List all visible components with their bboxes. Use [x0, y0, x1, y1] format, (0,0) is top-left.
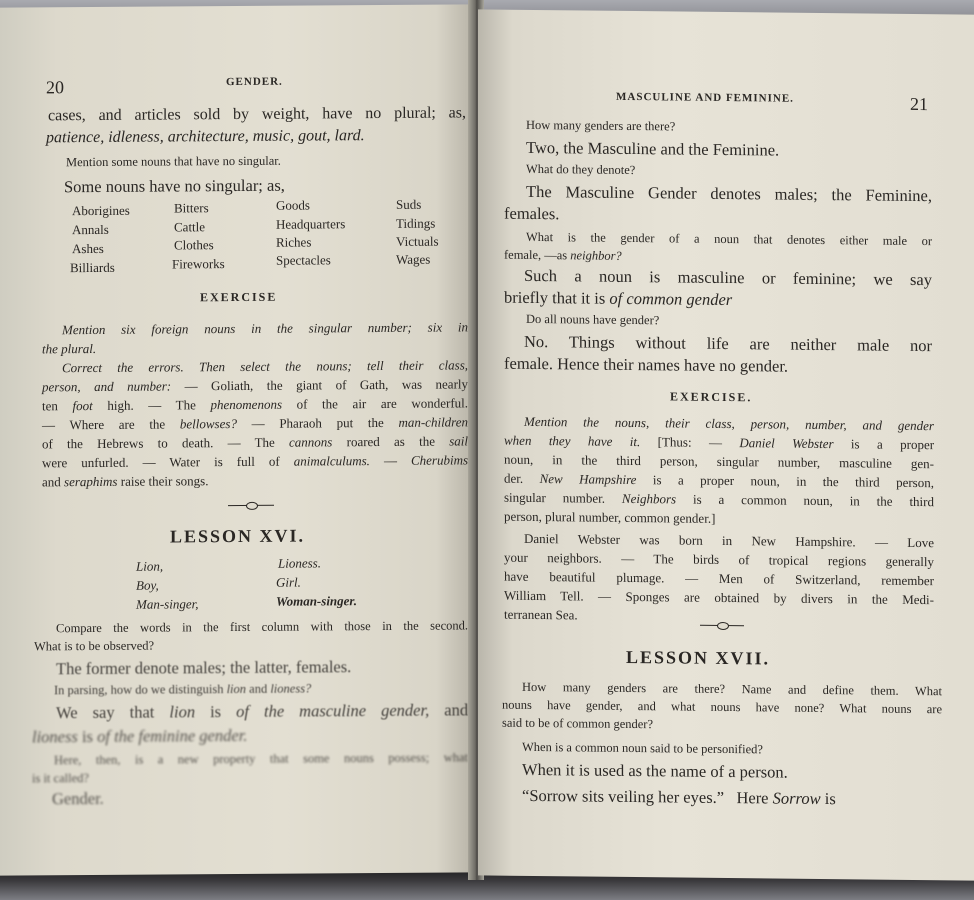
question: What do they denote? [526, 161, 636, 178]
pair-word: Girl. [276, 574, 301, 590]
answer: females. [504, 203, 560, 224]
answer: We say that lion is of the masculine gender, and [56, 700, 469, 723]
word: Headquarters [276, 216, 346, 232]
word: Ashes [72, 240, 104, 257]
text-line: ten foot high. — The phenomenons of the air are wonderful. [42, 395, 469, 414]
word: Billiards [70, 259, 115, 276]
question: When is a common noun said to be personified? [522, 739, 763, 757]
text-line: person, and number: — Goliath, the giant of Gath, was nearly [42, 376, 469, 395]
left-page [0, 4, 474, 875]
word: Aborigines [72, 202, 130, 219]
review-question: How many genders are there? Name and define them. What [522, 679, 942, 699]
review-question: said to be of common gender? [502, 715, 653, 732]
text-line: Mention the nouns, their class, person, number, and gender [524, 413, 934, 434]
text-line: patience, idleness, architecture, music, gout, lard. [46, 127, 365, 147]
page-number: 20 [46, 77, 64, 98]
answer: briefly that it is of common gender [504, 287, 733, 310]
word: Fireworks [172, 256, 225, 272]
pair-word: Lioness. [278, 555, 321, 571]
exercise-heading: EXERCISE [200, 289, 278, 305]
word: Cattle [174, 219, 206, 235]
pair-word: Woman-singer. [276, 593, 358, 609]
text-line: Mention six foreign nouns in the singular number; six in [62, 319, 468, 338]
review-question: nouns have gender, and what nouns have none? What nouns are [502, 697, 942, 717]
text-line: your neighbors. — The birds of tropical regions generally [504, 549, 934, 570]
answer: “Sorrow sits veiling her eyes.” Here Sorrow is [522, 785, 836, 809]
text-line: William Tell. — Sponges are obtained by divers in the Medi- [504, 587, 934, 608]
word: Suds [396, 196, 422, 212]
answer: The Masculine Gender denotes males; the Feminine, [526, 181, 932, 206]
pair-word: Man-singer, [136, 596, 199, 612]
text-line: of the Hebrews to death. — The cannons roared as the sail [42, 433, 469, 452]
question: Here, then, is a new property that some nouns possess; what [54, 750, 468, 768]
text-line: singular number. Neighbors is a common noun, in the third [504, 489, 935, 510]
answer: Some nouns have no singular; as, [64, 175, 285, 197]
answer: Two, the Masculine and the Feminine. [526, 137, 780, 160]
exercise-heading: EXERCISE. [670, 389, 753, 405]
pair-word: Boy, [136, 577, 159, 593]
text-line: when they have it. [Thus: — Daniel Webster is a proper [504, 432, 935, 453]
page-number: 21 [910, 93, 928, 115]
text-line: have beautiful plumage. — Men of Switzerland, remember [504, 568, 934, 589]
word: Victuals [396, 233, 439, 249]
word: Riches [276, 234, 312, 250]
word: Goods [276, 197, 310, 213]
word: Annals [72, 221, 109, 238]
answer: Gender. [52, 788, 104, 809]
word: Bitters [174, 200, 209, 216]
word: Spectacles [276, 252, 331, 268]
text-line: were unfurled. — Water is full of animalculums. — Cherubims [42, 452, 469, 471]
answer: Such a noun is masculine or feminine; we say [524, 265, 932, 290]
question: How many genders are there? [526, 117, 676, 134]
word: Tidings [396, 215, 436, 231]
question: female, —as neighbor? [504, 247, 622, 263]
answer: The former denote males; the latter, females. [56, 657, 352, 679]
word: Clothes [174, 237, 214, 253]
question: Do all nouns have gender? [526, 311, 660, 328]
text-line: Correct the errors. Then select the nouns; tell their class, [62, 357, 469, 376]
question: In parsing, how do we distinguish lion and lioness? [54, 681, 312, 698]
answer: When it is used as the name of a person. [522, 759, 788, 782]
text-line: noun, in the third person, singular number, masculine gen- [504, 451, 934, 472]
question: Compare the words in the first column with those in the second. [56, 618, 468, 636]
question: is it called? [32, 771, 89, 786]
right-page [478, 9, 974, 880]
question: What is the gender of a noun that denotes either male or [526, 229, 932, 249]
text-line: and seraphims raise their songs. [42, 473, 209, 490]
text-line: terranean Sea. [504, 606, 578, 623]
text-line: — Where are the bellowses? — Pharaoh put the man-children [42, 414, 469, 433]
text-line: Daniel Webster was born in New Hampshire. — Love [524, 530, 934, 551]
answer: lioness is of the feminine gender. [32, 725, 248, 747]
question: Mention some nouns that have no singular. [66, 153, 281, 170]
answer: female. Hence their names have no gender. [504, 353, 789, 376]
running-head: GENDER. [226, 75, 283, 89]
text-line: cases, and articles sold by weight, have no plural; as, [48, 104, 466, 125]
question: What is to be observed? [34, 638, 155, 654]
answer: No. Things without life are neither male nor [524, 331, 932, 356]
text-line: der. New Hampshire is a proper noun, in the third person, [504, 470, 934, 491]
text-line: person, plural number, common gender.] [504, 508, 716, 526]
lesson-heading: LESSON XVI. [170, 525, 306, 547]
word: Wages [396, 251, 431, 267]
pair-word: Lion, [136, 558, 164, 574]
lesson-heading: LESSON XVII. [626, 646, 771, 669]
ornament-divider [700, 622, 744, 630]
ornament-divider [228, 502, 274, 510]
text-line: the plural. [42, 340, 97, 357]
running-head: MASCULINE AND FEMININE. [616, 90, 794, 105]
